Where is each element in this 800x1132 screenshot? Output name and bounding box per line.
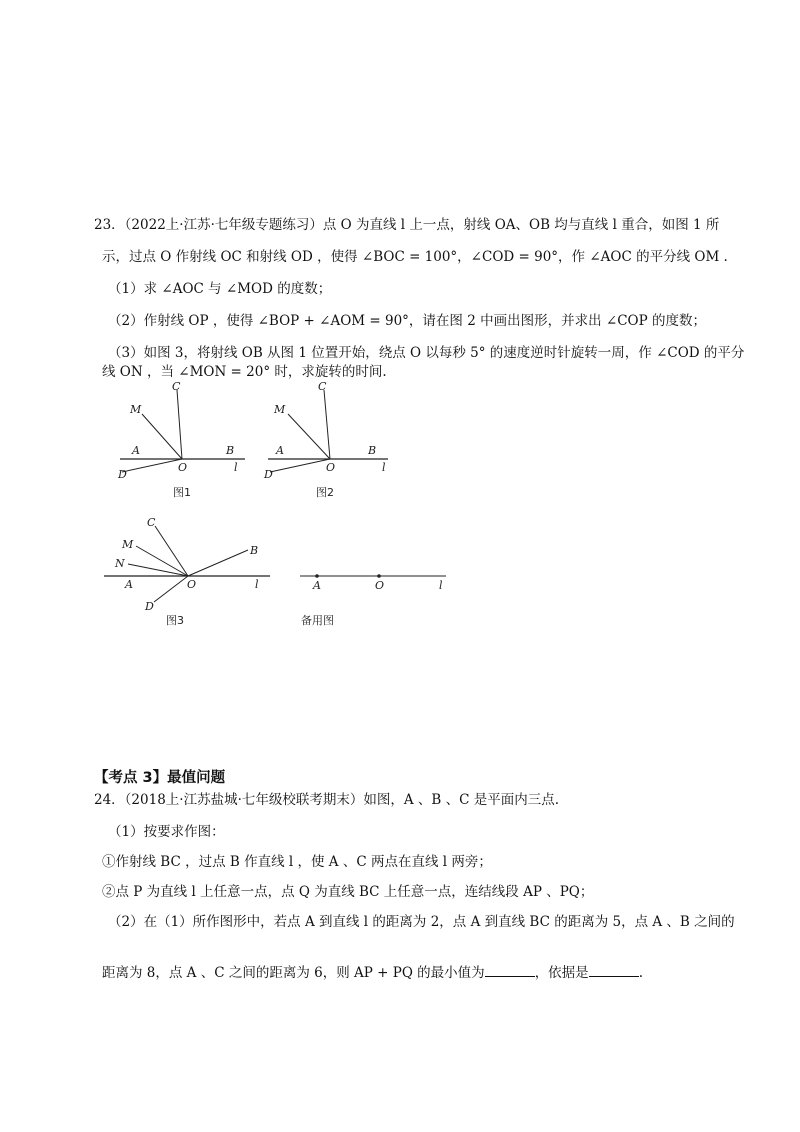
fig3-ray-od <box>154 576 188 602</box>
fig4-label-l: l <box>439 579 443 592</box>
fig4-label-o: O <box>375 579 385 592</box>
fig4-point-o <box>377 574 381 578</box>
q24-step1: ①作射线 BC ，过点 B 作直线 l ，使 A 、C 两点在直线 l 两旁； <box>102 854 492 870</box>
q23-part2: （2）作射线 OP ，使得 ∠BOP + ∠AOM = 90°，请在图 2 中画出图形，并求出 ∠COP 的度数； <box>108 313 706 329</box>
fig2-label-o: O <box>326 461 336 474</box>
fig3-ray-on <box>128 564 188 576</box>
fig2-label-a: A <box>276 444 284 457</box>
figure-3 <box>100 512 280 632</box>
fig2-label-l: l <box>382 461 386 474</box>
fig1-label-b: B <box>226 444 235 457</box>
q24-part1: （1）按要求作图： <box>108 824 225 840</box>
fig2-label-b: B <box>368 444 377 457</box>
fig1-ray-od <box>122 459 182 472</box>
fig1-label-a: A <box>132 444 140 457</box>
fig2-ray-od <box>270 459 330 472</box>
section-heading: 【考点 3】最值问题 <box>94 770 226 786</box>
q24-part2-line1: （2）在（1）所作图形中，若点 A 到直线 l 的距离为 2，点 A 到直线 BC 的距离为 5，点 A 、B 之间的 <box>108 914 735 930</box>
answer-blank-reason[interactable] <box>589 964 639 977</box>
fig4-label-a: A <box>313 579 321 592</box>
q23-line2: 示，过点 O 作射线 OC 和射线 OD ，使得 ∠BOC = 100°，∠COD = 90°，作 ∠AOC 的平分线 OM . <box>102 249 728 265</box>
fig2-label-m: M <box>274 403 286 416</box>
fig1-label-o: O <box>178 461 188 474</box>
fig3-label-l: l <box>255 578 259 591</box>
fig3-ray-oc <box>155 526 188 576</box>
q23-part3-line2: 线 ON ，当 ∠MON = 20° 时，求旋转的时间. <box>102 364 387 380</box>
fig3-label-c: C <box>147 516 156 529</box>
fig2-ray-om <box>288 414 330 459</box>
fig3-ray-ob <box>188 550 248 576</box>
fig1-caption: 图1 <box>173 486 191 499</box>
fig1-label-m: M <box>130 403 142 416</box>
fig2-label-d: D <box>264 468 273 481</box>
fig4-caption: 备用图 <box>301 614 334 627</box>
q24-part2-line2-c: . <box>638 965 643 981</box>
fig2-ray-oc <box>324 390 330 459</box>
answer-blank-min[interactable] <box>485 964 535 977</box>
fig1-label-c: C <box>172 380 181 393</box>
fig1-label-d: D <box>118 468 127 481</box>
q23-part3-line1: （3）如图 3，将射线 OB 从图 1 位置开始，绕点 O 以每秒 5° 的速度逆时针旋转一周，作 ∠COD 的平分 <box>108 345 745 361</box>
figure-spare <box>296 560 456 630</box>
q23-line1: 23．（2022上·江苏·七年级专题练习）点 O 为直线 l 上一点，射线 OA、OB 均与直线 l 重合，如图 1 所 <box>94 217 720 233</box>
fig3-ray-om <box>136 546 188 576</box>
fig2-label-c: C <box>318 380 327 393</box>
figure-2 <box>258 380 408 500</box>
fig3-label-d: D <box>145 600 154 613</box>
q24-part2-line2-b: ，依据是 <box>534 965 589 981</box>
fig2-caption: 图2 <box>316 486 334 499</box>
q24-part2-line2-a: 距离为 8，点 A 、C 之间的距离为 6，则 AP + PQ 的最小值为 <box>102 965 485 981</box>
q24-line1: 24．（2018上·江苏盐城·七年级校联考期末）如图，A 、B 、C 是平面内三点. <box>94 792 560 808</box>
fig3-label-a: A <box>125 578 133 591</box>
fig1-ray-oc <box>177 390 182 459</box>
fig1-ray-om <box>142 414 182 459</box>
q24-step2: ②点 P 为直线 l 上任意一点，点 Q 为直线 BC 上任意一点，连结线段 AP 、PQ； <box>102 884 594 900</box>
fig4-point-a <box>315 574 319 578</box>
fig3-label-n: N <box>115 557 125 570</box>
fig3-label-b: B <box>250 544 259 557</box>
figure-1 <box>110 380 260 500</box>
q23-part1: （1）求 ∠AOC 与 ∠MOD 的度数； <box>108 281 332 297</box>
fig1-label-l: l <box>234 461 238 474</box>
fig3-label-m: M <box>122 538 134 551</box>
q24-part2-line2 <box>102 963 643 983</box>
fig3-label-o: O <box>187 578 197 591</box>
fig3-caption: 图3 <box>166 614 184 627</box>
